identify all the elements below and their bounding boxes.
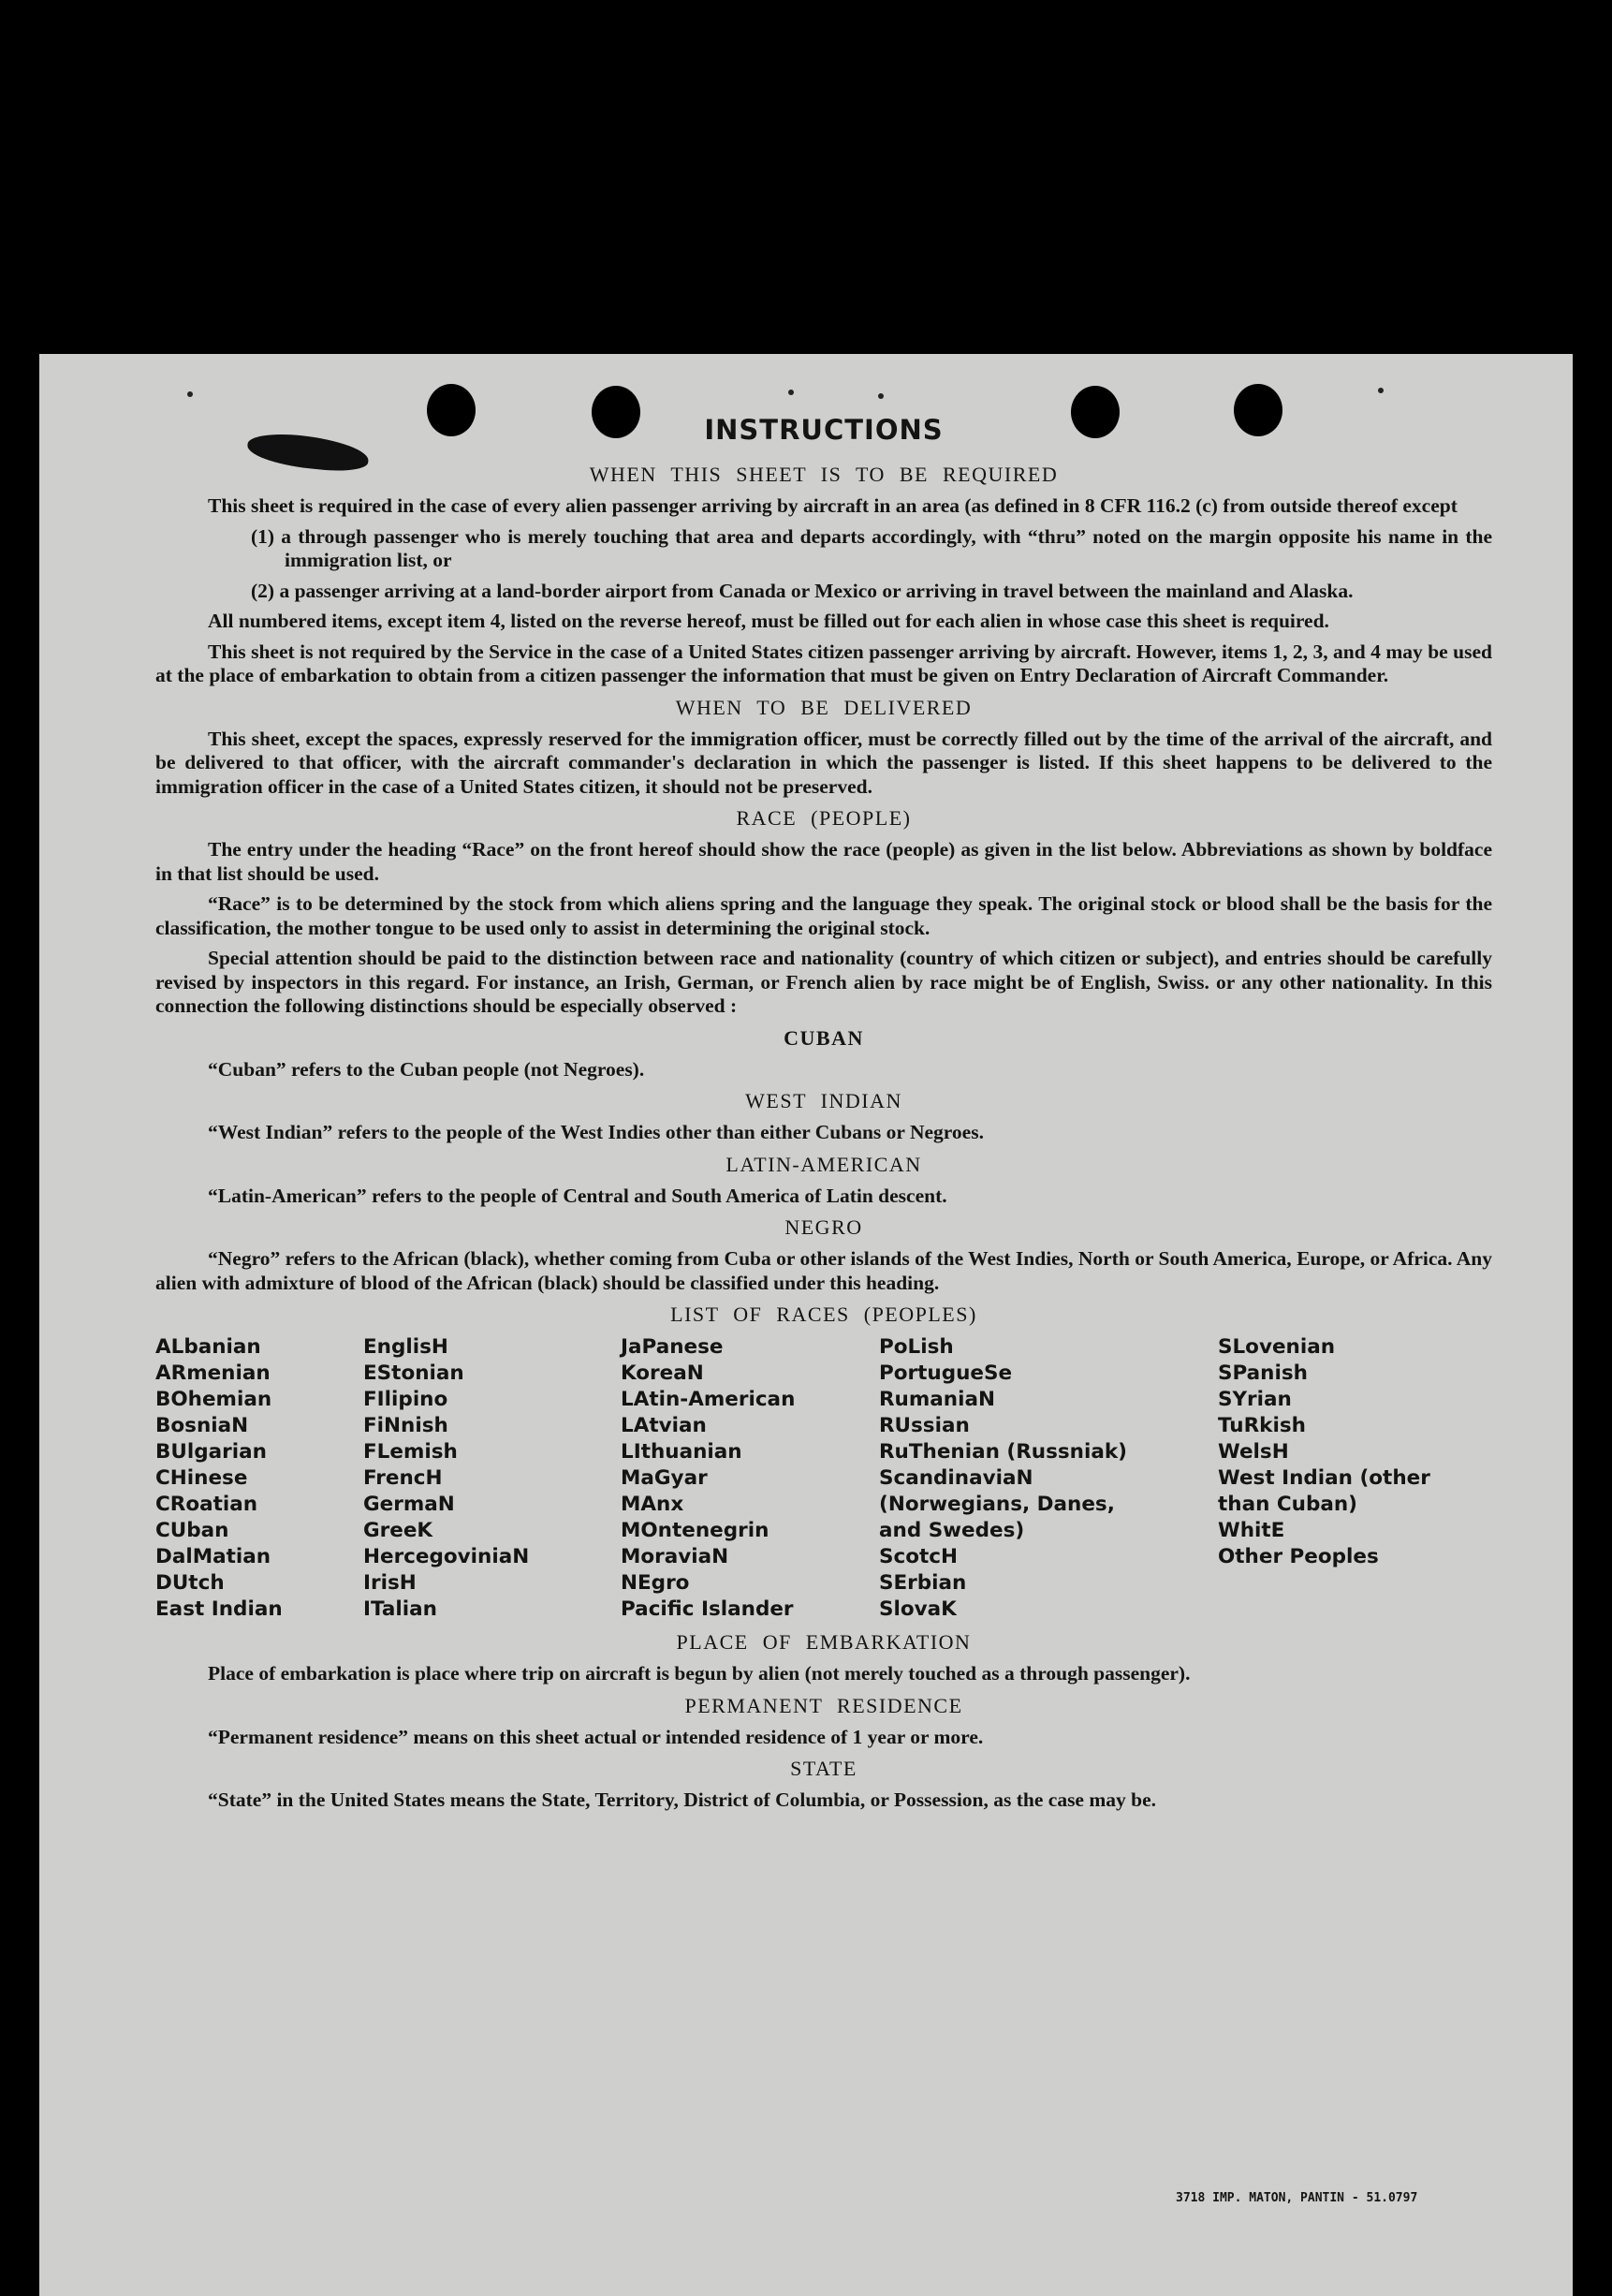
speck [788, 390, 794, 395]
race-entry: FrencH [363, 1466, 443, 1490]
instruction-sheet [39, 354, 1573, 2296]
paragraph: This sheet is required in the case of every alien passenger arriving by aircraft in an area (as defined in 8 CFR 116.2 (c) from outside thereof except [208, 494, 1458, 517]
race-entry: LAtvian [621, 1414, 707, 1437]
race-entry: ScotcH [879, 1545, 959, 1568]
exception-item-2: (2) a passenger arriving at a land-border airport from Canada or Mexico or arriving in travel between the mainland and Alaska. [251, 579, 1354, 602]
race-entry: IrisH [363, 1571, 417, 1595]
heading-permanent-residence: PERMANENT RESIDENCE [684, 1693, 963, 1717]
heading-when-delivered: WHEN TO BE DELIVERED [675, 695, 973, 719]
race-entry: East Indian [155, 1597, 283, 1621]
race-entry: DalMatian [155, 1545, 271, 1568]
race-entry: BOhemian [155, 1388, 272, 1411]
race-entry: Other Peoples [1218, 1545, 1379, 1568]
paragraph: Special attention should be paid to the distinction between race and nationality (country of which citizen or subject), and entries should be carefully revised by inspectors in this regard. For instance, an Irish, German, or French alien by race might be of English, Swiss. or any other nationality. In this connection the following distinctions should be especially observed : [155, 947, 1492, 1017]
race-entry: RumaniaN [879, 1388, 995, 1411]
heading-latin-american: LATIN-AMERICAN [725, 1152, 922, 1176]
race-entry: LIthuanian [621, 1440, 742, 1464]
exception-item-1: (1) a through passenger who is merely touching that area and departs accordingly, with “thru” noted on the margin opposite his name in the immigration list, or [251, 524, 1492, 571]
race-entry: FLemish [363, 1440, 458, 1464]
race-entry: MAnx [621, 1493, 684, 1516]
race-entry: DUtch [155, 1571, 225, 1595]
paragraph: “Cuban” refers to the Cuban people (not Negroes). [208, 1057, 645, 1081]
race-entry: BUlgarian [155, 1440, 267, 1464]
race-entry: SYrian [1218, 1388, 1292, 1411]
paragraph: All numbered items, except item 4, listed on the reverse hereof, must be filled out for each alien in whose case this sheet is required. [208, 610, 1329, 632]
race-entry: KoreaN [621, 1361, 704, 1385]
paragraph: This sheet is not required by the Service in the case of a United States citizen passenger arriving by aircraft. However, items 1, 2, 3, and 4 may be used at the place of embarkation to obtain from a citizen passenger the information that must be given on Entry Declaration of Aircraft Commander. [155, 640, 1492, 686]
race-entry: SLovenian [1218, 1335, 1336, 1359]
heading-place-of-embarkation: PLACE OF EMBARKATION [676, 1630, 972, 1654]
speck [878, 393, 884, 399]
paragraph: “Permanent residence” means on this sheet actual or intended residence of 1 year or more. [208, 1725, 984, 1748]
paragraph: This sheet, except the spaces, expressly reserved for the immigration officer, must be correctly filled out by the time of the arrival of the aircraft, and be delivered to that officer, with the aircraft commander's declaration in which the passenger is listed. If this sheet happens to be delivered to the immigration officer in the case of a United States citizen, it should not be preserved. [155, 727, 1492, 798]
race-entry: CHinese [155, 1466, 248, 1490]
race-entry: NEgro [621, 1571, 690, 1595]
race-entry: PortugueSe [879, 1361, 1013, 1385]
heading-state: STATE [790, 1757, 857, 1780]
races-column [363, 1334, 621, 1623]
race-entry: FiNnish [363, 1414, 448, 1437]
paragraph: Place of embarkation is place where trip on aircraft is begun by alien (not merely touched as a through passenger). [208, 1662, 1191, 1685]
race-entry: WelsH [1218, 1440, 1289, 1464]
race-entry: SlovaK [879, 1597, 957, 1621]
paragraph: “State” in the United States means the State, Territory, District of Columbia, or Possession, as the case may be. [208, 1788, 1157, 1811]
race-entry: JaPanese [621, 1335, 724, 1359]
paragraph: “Latin-American” refers to the people of Central and South America of Latin descent. [208, 1184, 947, 1207]
speck [1378, 388, 1384, 393]
race-entry: RuThenian (Russniak) [879, 1440, 1127, 1464]
race-entry: WhitE [1218, 1519, 1285, 1542]
race-entry: Pacific Islander [621, 1597, 794, 1621]
race-entry: CUban [155, 1519, 229, 1542]
race-entry: BosniaN [155, 1414, 249, 1437]
race-entry: HercegoviniaN [363, 1545, 530, 1568]
race-entry: GermaN [363, 1493, 455, 1516]
races-column [1218, 1334, 1492, 1623]
race-entry: SErbian [879, 1571, 967, 1595]
race-entry: ARmenian [155, 1361, 271, 1385]
races-list [155, 1334, 1492, 1623]
race-entry: MaGyar [621, 1466, 708, 1490]
paragraph: The entry under the heading “Race” on the front hereof should show the race (people) as given in the list below. Abbreviations as shown by boldface in that list should be used. [155, 838, 1492, 885]
race-entry: SPanish [1218, 1361, 1308, 1385]
heading-west-indian: WEST INDIAN [745, 1089, 902, 1112]
race-entry: West Indian (other than Cuban) [1218, 1466, 1430, 1516]
page-title: INSTRUCTIONS [704, 414, 944, 446]
race-entry: CRoatian [155, 1493, 258, 1516]
race-entry: EnglisH [363, 1335, 448, 1359]
race-entry: ScandinaviaN (Norwegians, Danes, and Swedes) [879, 1466, 1115, 1542]
paragraph: “West Indian” refers to the people of the West Indies other than either Cubans or Negroes. [208, 1121, 984, 1143]
races-column [621, 1334, 879, 1623]
heading-list-of-races: LIST OF RACES (PEOPLES) [670, 1303, 977, 1326]
race-entry: FIlipino [363, 1388, 448, 1411]
race-entry: LAtin-American [621, 1388, 796, 1411]
race-entry: MoraviaN [621, 1545, 729, 1568]
race-entry: EStonian [363, 1361, 464, 1385]
paragraph: “Negro” refers to the African (black), whether coming from Cuba or other islands of the West Indies, North or South America, Europe, or Africa. Any alien with admixture of blood of the African (black) should be classified under this heading. [155, 1247, 1492, 1294]
race-entry: PoLish [879, 1335, 954, 1359]
race-entry: ITalian [363, 1597, 437, 1621]
paragraph: “Race” is to be determined by the stock from which aliens spring and the language they speak. The original stock or blood shall be the basis for the classification, the mother tongue to be used only to assist in determining the original stock. [155, 892, 1492, 939]
heading-when-required: WHEN THIS SHEET IS TO BE REQUIRED [589, 463, 1059, 486]
races-column [155, 1334, 363, 1623]
speck [187, 391, 193, 397]
heading-race: RACE (PEOPLE) [736, 806, 912, 830]
instructions-body [155, 414, 1492, 1819]
printer-code: 3718 IMP. MATON, PANTIN - 51.0797 [1176, 2191, 1418, 2205]
heading-negro: NEGRO [784, 1215, 863, 1239]
race-entry: GreeK [363, 1519, 433, 1542]
race-entry: ALbanian [155, 1335, 261, 1359]
race-entry: RUssian [879, 1414, 970, 1437]
race-entry: MOntenegrin [621, 1519, 769, 1542]
heading-cuban: CUBAN [784, 1025, 864, 1050]
races-column [879, 1334, 1218, 1623]
race-entry: TuRkish [1218, 1414, 1306, 1437]
